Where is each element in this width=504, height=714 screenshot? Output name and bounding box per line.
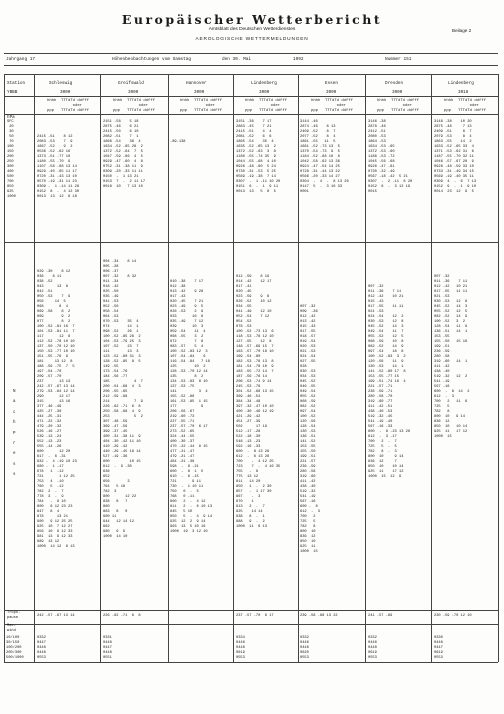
col-rule-0: [4, 74, 5, 662]
station-id-4: 3000: [259, 90, 270, 95]
issue-number: Nummer 151: [385, 57, 412, 62]
tropopause-5: 239 -58 -68 13 22: [300, 614, 338, 618]
station-id-5: 3000: [326, 90, 337, 95]
column-head-4: hhhh TTTdTd ddfff oder ppp TTTdTd ddfff: [244, 99, 288, 113]
hpa-label: hPa: [7, 115, 15, 120]
column-head-3: hhhh TTTdTd ddfff oder ppp TTTdTd ddfff: [179, 99, 223, 113]
maxwind-4: 0334 0446 0448 0619 0553: [236, 636, 245, 660]
standard-levels-3: -89-138: [170, 140, 186, 144]
station-label: Station: [7, 81, 26, 86]
col-rule-2: [100, 74, 101, 662]
observation-date: den 30. Mai: [222, 57, 251, 62]
col-rule-1: [34, 74, 35, 662]
pressure-levels: SFC 20 30 50 70 100 150 200 250 300 400 500 700 850 925 1000: [7, 120, 16, 199]
standard-levels-2: 2151 -58 5 18 2875 -46 6 21 2415 -50 6 10 2082 -51 7 1 1866 -54 36 4 1634 -52 -65 28 2 1372 -52 -64 7 5 1047 -59 -66 4 5 0929 -47 -60 4 8 0752 -31 -38 11 9 0309 -20 -33 11 11 0150 - 1 13 21 0153 7 - 2 11 17 0018 10 7 13 10: [103, 120, 146, 189]
significant-levels-6: 007 -32 011 -36 7 11 012 -42 10 21 015 -43 017 -55 11 11 021 -53 024 -54 12 2 030 -53 12 8 045 -52 14 3 049 -54 11 7 055 -52 12 5 068 -59 10 8 082 -52 14 9 097 -54 18 8 100 -52 -83 3 2 120 -56 11 9 130 -53 14 1 141 -52 -80 17 8 153 -55 -77 15 199 -51 -74 16 4 221 -57 -71 236 -59 -71 280 -58 -70 319 -60 -77 411 -42 -51 438 -40 -53 519 -32 -45 541 -19 -40 567 -16 -33 600 - 8 -23 13 26 612 - 3 -17 700 2 - 7 725 5 - 5 782 8 - 3 800 10 9 14 836 12 7 850 10 10 14 925 11 17 12 1000 15 12 9: [368, 285, 411, 479]
tropopause-label: Tropo- pause: [7, 611, 21, 620]
significant-levels-3: 010 -38 7 17 012 -38 013 -42 9 28 017 -43 020 -45 7 21 023 -49 9 5 026 -53 2 9 033 16 6 035 -49 7 12 039 10 3 059 -54 11 4 068 -55 3 2 072 7 8 083 -57 5 4 100 -52 -83 12 3 107 -54 -84 6 116 -54 -84 7 18 125 10 2 128 -53 -70 12 14 135 8 2 134 -53 -83 8 10 137 -53 -75 141 3 4 155 -52 -86 161 -53 -85 1 15 177 9 206 -56 -67 219 -60 -73 227 -55 -71 237 -57 -70 6 17 273 -52 -65 324 -44 -55 400 -30 -37 470 -22 -44 9 15 477 -21 -47 479 -21 -47 484 -21 -36 598 - 9 -21 600 - 8 1 5 610 - 6 -15 721 9 11 730 - 1 10 11 750 0 - 5 768 0 -11 800 2 - 4 12 811 2 - 6 10 13 845 5 10 850 5 - 4 9 14 925 12 2 9 14 963 13 5 10 16 1000 19 3 12 10: [170, 280, 213, 534]
station-name-1: Schleswig: [49, 81, 73, 86]
table-rule-bottom: [4, 662, 498, 663]
col-rule-8: [498, 74, 499, 662]
col-rule-6: [365, 74, 366, 662]
col-rule-3: [168, 74, 169, 662]
maxwind-1: 0332 0447 0448 0448 0553: [37, 636, 46, 660]
station-id-7: 3018: [458, 90, 469, 95]
maxwind-6: 0332 0446 0448 0619 0553: [368, 636, 377, 660]
significant-levels-2: 004 -34 8 14 005 -28 006 -37 007 -32 8 32 011 -34 018 -42 025 -50 035 -49 041 -53 052 -50 058 -54 064 -53 070 -53 35 4 074 14 1 098 -52 26 1 100 -52 -85 28 2 104 -53 -79 25 3 107 -52 23 7 111 13 3 123 -52 -80 31 3 128 -52 -85 8 5 149 -55 173 -54 -76 184 -56 -77 185 4 7 200 -54 -68 4 3 206 -55 -65 212 -59 -68 214 7 9 226 -62 -71 6 8 250 -58 -68 4 9 253 5 2 307 -48 -59 369 -47 -59 399 -37 -45 400 -31 -38 11 9 404 -30 -42 11 10 410 -29 -42 440 -29 -45 18 14 527 -19 -36 600 10 15 612 - 9 -30 636 652 656 3 764 5 18 782 3 800 12 22 838 8 7 860 883 8 0 900 11 944 12 14 12 962 980 9 9 1000 14 10: [103, 260, 143, 539]
column-head-6: hhhh TTTdTd ddfff oder ppp TTTdTd ddfff: [376, 99, 420, 113]
station-id-6: 3000: [392, 90, 403, 95]
station-name-5: Essen: [325, 81, 338, 86]
observation-description: Höhenbeobachtungen vom Samstag: [112, 57, 192, 62]
info-rule-bottom: [4, 65, 498, 66]
table-rule-head: [4, 114, 498, 115]
maxwind-5: 0332 0446 0446 0620 0553: [300, 636, 309, 660]
info-rule-top: [4, 53, 498, 54]
maxwind-label: Max- wind: [7, 624, 16, 633]
standard-levels-4: 3151 -36 7 17 2883 -45 7 21 2415 -51 4 4 2081 -52 6 6 1865 -54 35 4 1635 -52 -65 13 2 1372 -52 -63 3 8 1180 -55 -74 35 9 1044 -55 -68 4 10 0926 -48 -60 5 24 0730 -31 -53 5 25 0569 -19 -38 7 14 0307 - 1 -11 10 20 0151 6 - 1 9 11 0013 13 5 8 5: [236, 120, 281, 194]
report-subtitle: Amtsblatt des Deutschen Wetterdienstes: [208, 27, 296, 32]
table-rule-wind: [4, 624, 498, 625]
significant-levels-1: 029 -30 8 12 036 8 11 038 -52 043 13 8 042 -51 050 -53 7 9 056 14 5 068 8 4 069 -58 8 2 069 9 2 077 8 2 100 -52 -81 16 7 101 -53 -81 11 7 117 12 8 112 -52 -78 10 10 137 -50 -70 12 10 150 -53 -77 10 10 151 -55 -76 9 181 13 12 8 188 -56 -75 7 5 197 -54 -70 209 -57 -70 237 13 13 242 -57 -67 13 14 279 -53 -64 12 14 290 12 17 315 13 16 377 -46 -49 425 -27 -30 444 -25 -31 471 -22 -32 479 -20 -32 526 -16 -27 539 -13 -24 552 -13 -23 555 -14 -26 600 12 20 617 - 6 -31 632 - 4 -19 10 23 680 - 1 -17 678 1 -12 721 1 12 25 753 4 -10 760 5 -12 782 2 - 7 778 3 - 9 784 - 9 10 800 6 12 23 23 847 8 4 878 13 21 900 9 12 25 25 925 10 7 12 27 956 10 9 12 33 981 13 9 12 33 989 13 12 1000 14 12 8 13: [37, 270, 77, 549]
station-name-4: Lindenberg: [251, 81, 277, 86]
observation-year: 1992: [293, 57, 304, 62]
maxwind-7: 0330 0446 0447 0619 0553: [434, 636, 443, 660]
tropopause-6: 241 -57 -69: [368, 614, 393, 618]
beilage-label: Beilage 2: [452, 28, 472, 33]
significant-levels-4: 012 -59 8 19 014 -42 12 17 017 -41 020 -45 023 -59 9 8 026 -52 10 12 034 -55 041 -49 12 10 052 -54 7 12 054 -52 078 -53 100 -52 -73 13 6 118 -53 -78 12 10 127 -55 12 8 148 -57 -69 15 7 163 -57 -70 18 10 169 -54 -80 182 -53 -78 13 8 181 -54 -78 10 9 183 -55 -72 14 7 187 -56 -76 14 206 -53 -74 9 14 245 -53 -76 301 -52 -68 13 15 369 -46 -54 384 -34 -48 397 -32 -47 10 10 400 -30 -46 12 19 421 -29 -42 451 -27 -39 502 17 19 512 -17 -28 522 -18 -30 548 -13 -23 592 -16 -33 600 - 8 13 26 612 - 6 13 28 700 - 4 12 25 723 7 - 4 16 35 755 - 8 775 13 12 811 14 20 850 1 - 2 30 857 - 1 17 30 867 - 3 870 1 913 2 - 7 925 14 14 938 8 - 1 988 9 - 2 1000 11 6 13: [236, 275, 281, 529]
col-rule-4: [233, 74, 234, 662]
table-rule-mid: [4, 242, 498, 243]
standard-levels-1: 2415 -51 8 12 2083 -53 7 9 1667 -52 9 2 0536 -52 -62 16 1373 -51 -77 10 1180 -55 -70 9 1107 -58 -68 13 14 0929 -40 -65 11 17 0720 -31 -43 13 10 0570 -19 -31 11 23 0309 - 1 -14 11 28 0152 8 - 4 12 30 0013 13 12 8 18: [37, 135, 80, 199]
table-rule-tropo: [4, 610, 498, 611]
jahrgang: Jahrgang 17: [6, 57, 35, 62]
col-rule-5: [298, 74, 299, 662]
standard-levels-6: 3146 -38 2878 -46 2412 -51 2080 -53 1864 -53 1634 -53 -65 1372 -53 -60 1186 -53 -72 1045 -56 -68 0926 -47 -61 0730 -32 -49 0567 -18 -42 5 21 0307 - 2 -11 8 20 0152 6 - 3 12 19 0015: [368, 120, 413, 194]
station-name-3: Hannover: [186, 81, 207, 86]
ybbb-label: YBBB: [7, 90, 18, 95]
maxwind-2: 0331 0446 0447 0448 0551: [103, 636, 112, 660]
tropopause-7: 230 -59 -70 12 10: [434, 614, 472, 618]
table-rule-station: [4, 96, 498, 97]
significant-levels-7: 007 -32 011 -36 7 11 012 -42 10 21 017 -55 11 11 021 -53 030 -53 12 8 045 -52 14 3 055 -52 12 5 082 -52 14 9 100 -52 3 2 128 -54 11 9 136 -51 14 1 153 -55 155 -50 15 16 199 -51 236 -59 280 -58 319 -60 14 1 411 -42 438 -40 519 -32 12 2 541 -19 567 -16 600 - 8 14 2 612 - 3 700 2 11 6 725 5 782 8 800 10 9 14 836 12 850 10 10 14 925 11 17 12 1000 15: [434, 275, 470, 439]
col-rule-7: [431, 74, 432, 662]
nachpressen-markers: N a c h P r e s s: [13, 390, 16, 478]
station-id-1: 3000: [60, 90, 71, 95]
station-id-2: 3000: [128, 90, 139, 95]
significant-levels-5: 007 -32 009 -36 012 -42 013 -42 015 -43 017 -55 018 -57 019 -54 020 -53 021 -53 024 -54 027 -55 028 030 -53 034 -53 045 -52 046 -55 049 -54 055 -52 068 -59 082 -52 097 -54 100 -52 120 -56 128 -54 130 -53 136 -51 141 -52 153 -55 155 -50 199 -51 221 -57 236 -59 280 -58 319 -60 411 -42 438 -40 519 -32 541 -19 567 -16 600 - 8 612 - 3 700 2 725 5 782 8 800 10 836 12 850 10 925 11 1000 15: [300, 305, 320, 554]
tropopause-1: 242 -57 -67 13 14: [37, 614, 75, 618]
section-title: AEROLOGISCHE WETTERMELDUNGEN: [195, 37, 309, 42]
report-title: Europäischer Wetterbericht: [121, 12, 383, 27]
column-head-2: hhhh TTTdTd ddfff oder ppp TTTdTd ddfff: [112, 99, 156, 113]
station-name-6: Dresden: [385, 81, 404, 86]
maxwind-levels: 10/100 30/150 100/200 200/300 500/1000: [6, 636, 24, 660]
tropopause-2: 226 -62 -71 6 8: [103, 614, 141, 618]
column-head-5: hhhh TTTdTd ddfff oder ppp TTTdTd ddfff: [310, 99, 354, 113]
station-name-7: Lindenberg: [448, 81, 474, 86]
station-name-2: Greifswald: [118, 81, 144, 86]
column-head-1: hhhh TTTdTd ddfff oder ppp TTTdTd ddfff: [46, 99, 90, 113]
station-id-3: 3000: [194, 90, 205, 95]
column-head-7: hhhh TTTdTd ddfff oder ppp TTTdTd ddfff: [443, 99, 487, 113]
tropopause-4: 237 -57 -70 6 17: [236, 614, 274, 618]
standard-levels-5: 3144 -46 2874 -46 8 13 2409 -52 8 7 2077 -52 8 4 1861 -55 11 5 1661 -52 -73 13 5 1370 -54 -73 9 5 1184 -52 -68 16 8 1042 -58 -62 13 36 0924 -47 -54 14 25 0728 -31 -44 13 22 0566 -20 -33 14 27 0304 - 4 - 8 13 26 0147 5 - 3 16 33 0001: [300, 120, 349, 194]
standard-levels-7: 3148 -38 10 20 2875 -48 7 13 2409 -51 8 7 2079 -53 8 4 1863 -55 14 2 1633 -52 -65 33 4 1371 -53 -62 31 6 1187 -55 -70 32 11 1046 -57 -67 28 9 0926 -48 -59 33 10 0733 -31 -49 34 15 0569 -19 -40 35 11 0309 4 - 6 7 13 0152 9 - 1 9 10 0014 23 12 9 5: [434, 120, 477, 194]
table-rule-top: [4, 74, 498, 75]
